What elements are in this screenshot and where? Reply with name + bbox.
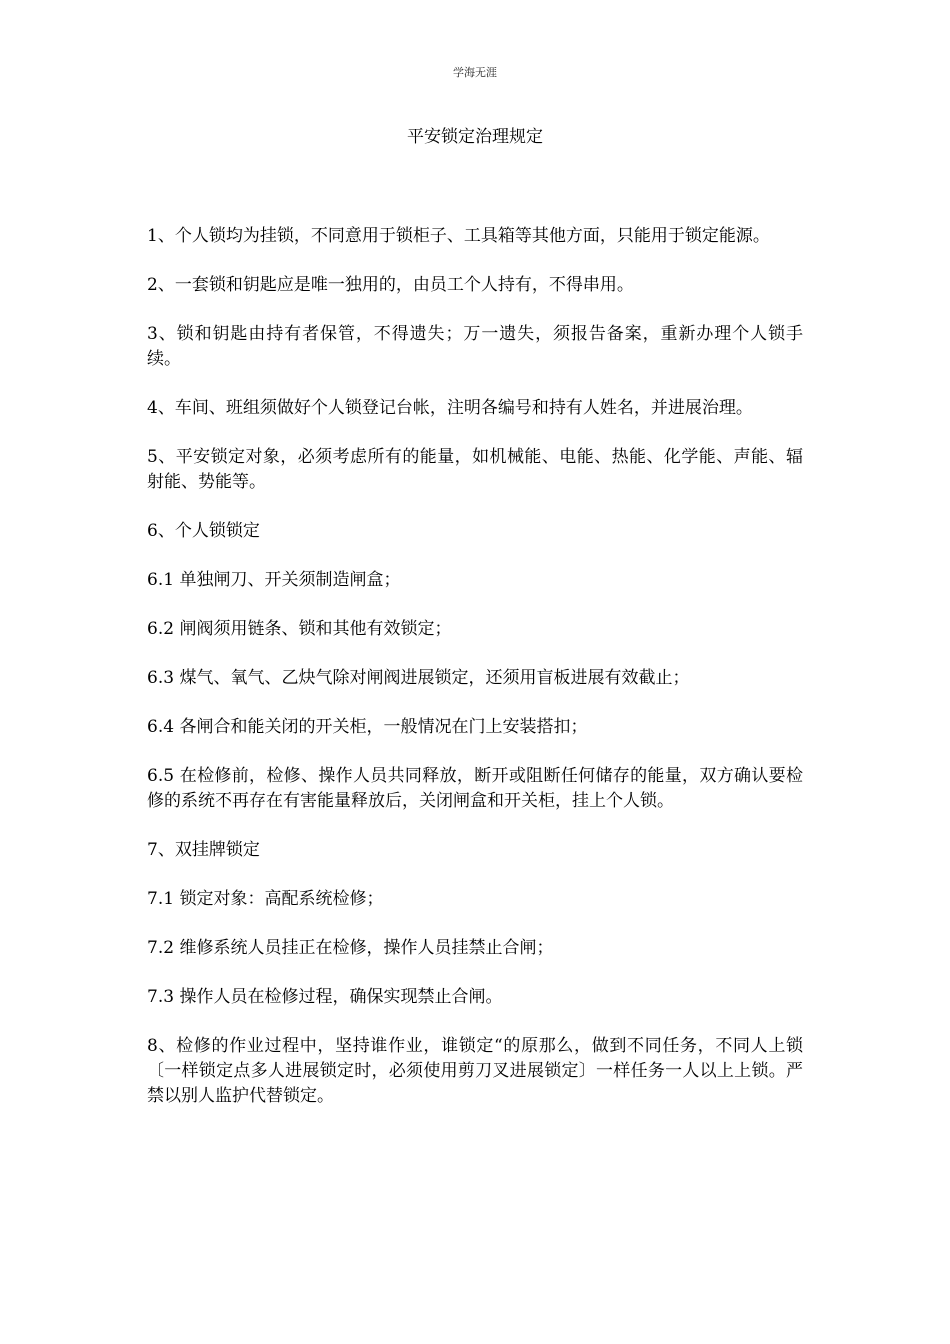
paragraph-5: 5、平安锁定对象，必须考虑所有的能量，如机械能、电能、热能、化学能、声能、辐射能、势能等。: [147, 447, 803, 492]
running-header: 学海无涯: [453, 66, 497, 79]
paragraph-6-3: 6.3 煤气、氧气、乙炔气除对闸阀进展锁定，还须用盲板进展有效截止；: [147, 668, 690, 688]
paragraph-6-5: 6.5 在检修前，检修、操作人员共同释放，断开或阻断任何储存的能量，双方确认要检修的系统不再存在有害能量释放后，关闭闸盒和开关柜，挂上个人锁。: [147, 766, 803, 811]
section-heading-7: 7、双挂牌锁定: [147, 840, 260, 860]
paragraph-6-2: 6.2 闸阀须用链条、锁和其他有效锁定；: [147, 619, 452, 639]
paragraph-7-1: 7.1 锁定对象：高配系统检修；: [147, 889, 384, 909]
paragraph-6-4: 6.4 各闸合和能关闭的开关柜，一般情况在门上安装搭扣；: [147, 717, 588, 737]
paragraph-4: 4、车间、班组须做好个人锁登记台帐，注明各编号和持有人姓名，并进展治理。: [147, 398, 753, 418]
paragraph-7-3: 7.3 操作人员在检修过程，确保实现禁止合闸。: [147, 987, 503, 1007]
paragraph-6-1: 6.1 单独闸刀、开关须制造闸盒；: [147, 570, 401, 590]
paragraph-8: 8、检修的作业过程中，坚持谁作业，谁锁定“的原那么，做到不同任务，不同人上锁〔一样锁定点多人进展锁定时，必须使用剪刀叉进展锁定〕一样任务一人以上上锁。严禁以别人监护代替锁定。: [147, 1036, 803, 1106]
paragraph-3: 3、锁和钥匙由持有者保管，不得遗失；万一遗失，须报告备案，重新办理个人锁手续。: [147, 324, 803, 369]
paragraph-1: 1、个人锁均为挂锁，不同意用于锁柜子、工具箱等其他方面，只能用于锁定能源。: [147, 226, 770, 246]
paragraph-7-2: 7.2 维修系统人员挂正在检修，操作人员挂禁止合闸；: [147, 938, 554, 958]
paragraph-2: 2、一套锁和钥匙应是唯一独用的，由员工个人持有，不得串用。: [147, 275, 634, 295]
section-heading-6: 6、个人锁锁定: [147, 521, 260, 541]
document-title: 平安锁定治理规定: [407, 127, 543, 147]
document-body: [147, 224, 803, 1133]
